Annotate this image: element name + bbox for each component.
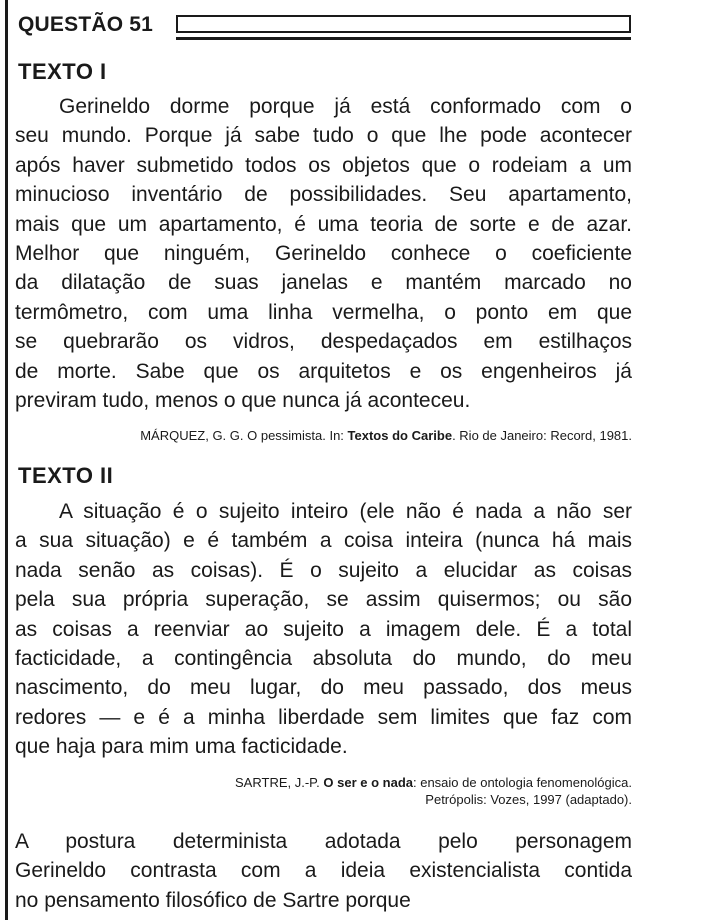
question-header-rule <box>176 37 631 40</box>
texto-1-line: Melhor que ninguém, Gerineldo conhece o coeficiente <box>15 242 632 266</box>
texto-1-line: termômetro, com uma linha vermelha, o ponto em que <box>15 300 632 324</box>
texto-1-line: Gerineldo dorme porque já está conformado com o <box>59 95 632 118</box>
texto-1-line: minucioso inventário de possibilidades. Seu apartamento, <box>15 183 632 207</box>
texto-2-line: nada senão as coisas). É o sujeito a elucidar as coisas <box>15 558 632 582</box>
texto-1-line: de morte. Sabe que os arquitetos e os engenheiros já <box>15 359 632 383</box>
texto-2-line: as coisas a reenviar ao sujeito a imagem dele. É a total <box>15 617 632 641</box>
citation-text: Petrópolis: Vozes, 1997 (adaptado). <box>425 792 632 807</box>
texto-2-line: pela sua própria superação, se assim quisermos; ou são <box>15 588 632 612</box>
question-title: QUESTÃO 51 <box>18 13 154 36</box>
citation-text: SARTRE, J.-P. <box>235 775 324 790</box>
question-header <box>18 13 633 43</box>
texto-1-line: mais que um apartamento, é uma teoria de sorte e de azar. <box>15 212 632 236</box>
texto-1-body <box>15 92 632 415</box>
prompt-line: Gerineldo contrasta com a ideia existencialista contida <box>15 859 632 883</box>
prompt-line: A postura determinista adotada pelo personagem <box>15 830 632 853</box>
question-header-box <box>176 15 631 33</box>
question-prompt <box>15 827 632 915</box>
citation-book-title: Textos do Caribe <box>347 428 453 443</box>
texto-2-body <box>15 497 632 762</box>
texto-1-heading: TEXTO I <box>18 59 107 84</box>
left-margin-rule <box>5 0 8 920</box>
texto-2-heading: TEXTO II <box>18 463 114 488</box>
texto-2-line: a sua situação) e é também a coisa inteira (nunca há mais <box>15 529 632 553</box>
texto-2-line: facticidade, a contingência absoluta do mundo, do meu <box>15 647 632 671</box>
texto-1-line: se quebrarão os vidros, despedaçados em estilhaços <box>15 330 632 354</box>
citation-text: . Rio de Janeiro: Record, 1981. <box>452 428 632 443</box>
texto-2-line: que haja para mim uma facticidade. <box>15 735 348 759</box>
texto-2-citation <box>235 774 632 808</box>
texto-2-line: redores — e é a minha liberdade sem limites que faz com <box>15 705 632 729</box>
texto-1-line: seu mundo. Porque já sabe tudo o que lhe pode acontecer <box>15 124 632 148</box>
prompt-line: no pensamento filosófico de Sartre porque <box>15 888 411 912</box>
citation-text: : ensaio de ontologia fenomenológica. <box>413 775 632 790</box>
texto-1-citation <box>140 427 632 444</box>
texto-2-line: nascimento, do meu lugar, do meu passado, dos meus <box>15 676 632 700</box>
texto-1-line: da dilatação de suas janelas e mantém marcado no <box>15 271 632 295</box>
citation-text: MÁRQUEZ, G. G. O pessimista. In: <box>140 428 348 443</box>
texto-1-line: previram tudo, menos o que nunca já aconteceu. <box>15 389 471 413</box>
citation-book-title: O ser e o nada <box>323 775 413 790</box>
texto-2-line: A situação é o sujeito inteiro (ele não é nada a não ser <box>59 500 632 523</box>
texto-1-line: após haver submetido todos os objetos que o rodeiam a um <box>15 153 632 177</box>
